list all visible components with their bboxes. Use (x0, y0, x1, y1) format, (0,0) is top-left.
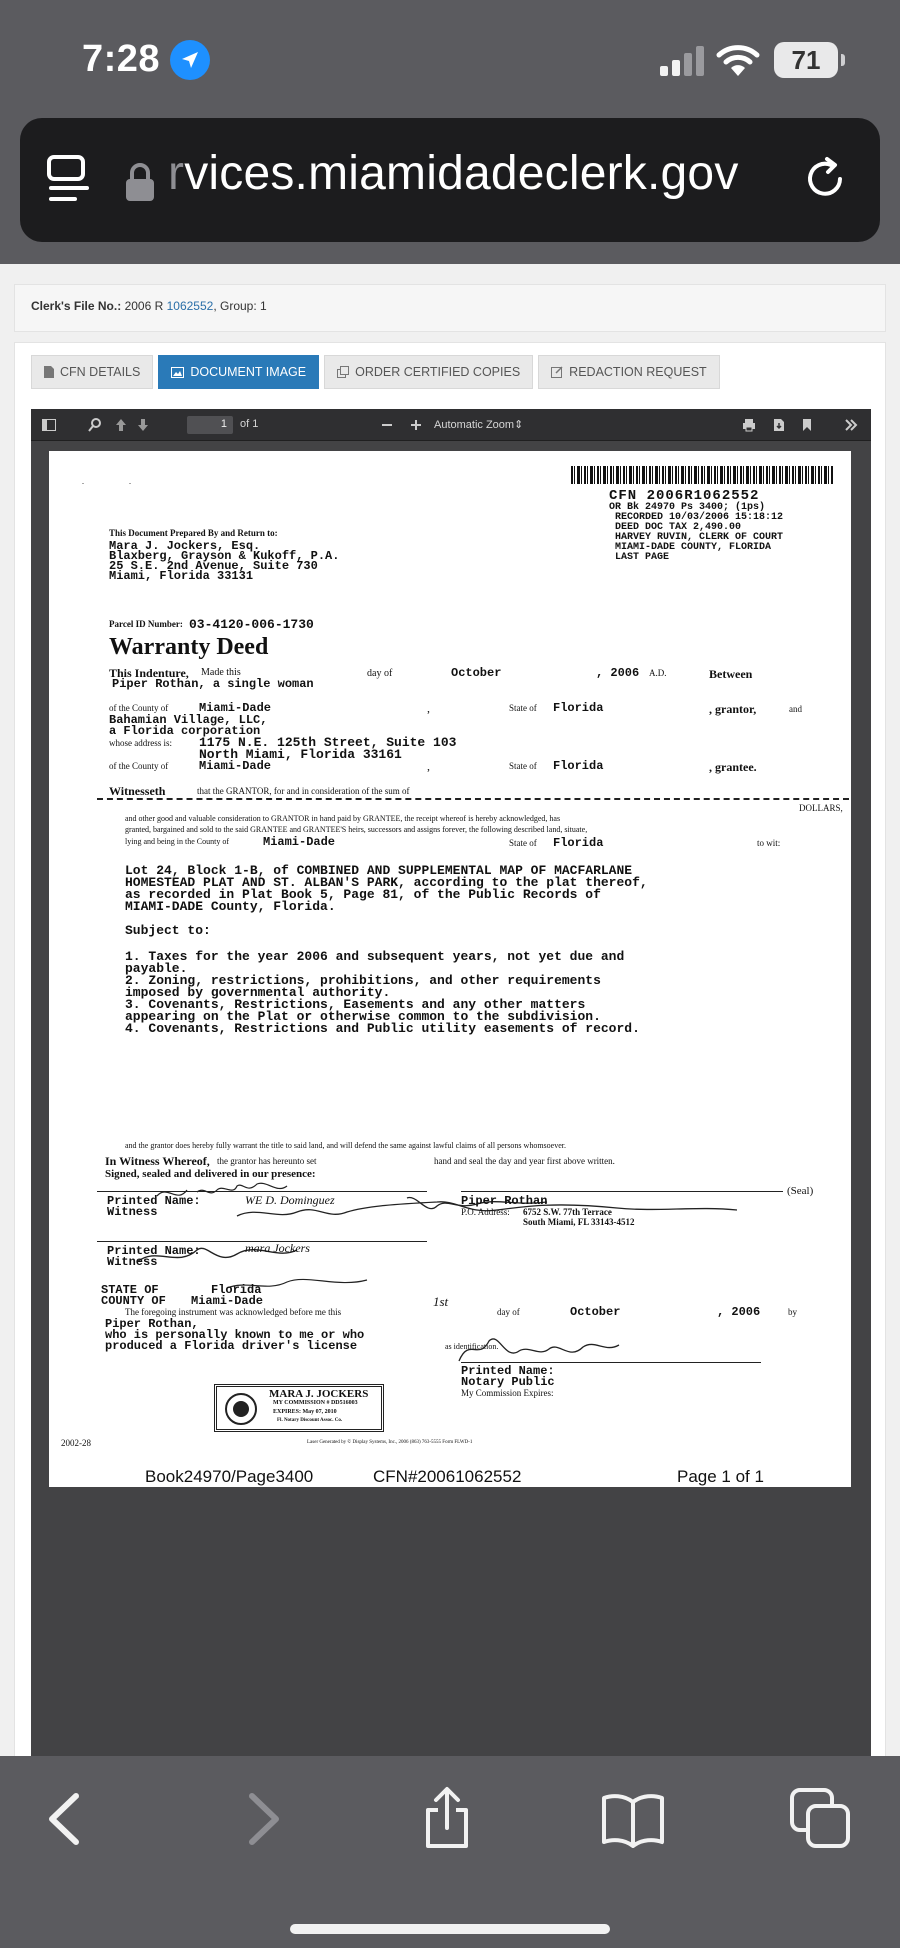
witnesseth-text: that the GRANTOR, for and in consideration of the sum of (197, 786, 410, 796)
state-of-label: State of (509, 838, 537, 848)
footer-page-of: Page 1 of 1 (677, 1467, 764, 1486)
warranty-clause: and the grantor does hereby fully warrant the title to said land, and will defend the same against lawful claims of all persons whomsoever. (125, 1141, 566, 1150)
land-state: Florida (553, 836, 604, 850)
grantee-label: , grantee. (709, 760, 757, 774)
copy-icon (337, 366, 349, 378)
notary-public-label: Notary Public (461, 1375, 555, 1389)
produced-text: produced a Florida driver's license (105, 1339, 358, 1353)
footer-book-page: Book24970/Page3400 (145, 1467, 314, 1486)
notary-seal-icon (221, 1391, 261, 1427)
witness-label: Witness (107, 1255, 158, 1269)
reload-icon[interactable] (800, 154, 850, 204)
grantee-county: Miami-Dade (199, 759, 272, 773)
status-bar (0, 0, 900, 112)
acknowledgment-text: The foregoing instrument was acknowledged before me this (125, 1307, 342, 1317)
prepared-by-line: Mara J. Jockers, Esq. (109, 539, 261, 553)
by-label: by (788, 1307, 797, 1317)
print-icon[interactable] (741, 417, 757, 433)
state-value: Florida (211, 1283, 262, 1297)
witnesseth-label: Witnesseth (109, 784, 166, 798)
grantee-address: North Miami, Florida 33161 (199, 747, 402, 762)
url-text[interactable] (168, 146, 739, 201)
form-number: 2002-28 (61, 1438, 91, 1448)
previous-page-icon[interactable] (113, 417, 129, 433)
page-count: of 1 (240, 418, 259, 430)
bookmark-icon[interactable] (799, 417, 815, 433)
sidebar-toggle-icon[interactable] (41, 417, 57, 433)
download-icon[interactable] (771, 417, 787, 433)
in-witness-text: the grantor has hereunto set (217, 1156, 317, 1166)
witness-signature-line (97, 1191, 427, 1192)
grantor-name: Piper Rothan, a single woman (112, 677, 314, 691)
exception-item: 2. Zoning, restrictions, prohibitions, and other requirements (125, 973, 601, 988)
tab-label: REDACTION REQUEST (569, 365, 707, 379)
grantee-name: Bahamian Village, LLC, (109, 713, 268, 727)
witness-label: Witness (107, 1205, 158, 1219)
document-icon (44, 366, 54, 378)
location-arrow-icon (170, 40, 210, 80)
reader-menu-icon[interactable] (46, 154, 92, 206)
made-this: Made this (201, 667, 241, 678)
tab-label: ORDER CERTIFIED COPIES (355, 365, 521, 379)
page-number-input[interactable]: 1 (187, 416, 233, 434)
grantor-signature-line (461, 1191, 783, 1192)
url-domain: vices.miamidadeclerk.gov (184, 147, 739, 200)
as-identification: as identification. (445, 1342, 499, 1351)
record-tax: DEED DOC TAX 2,490.00 (615, 522, 742, 533)
exception-item: 1. Taxes for the year 2006 and subsequent years, not yet due and (125, 949, 625, 964)
ack-day-of: day of (497, 1307, 520, 1317)
legal-description: as recorded in Plat Book 5, Page 81, of the Public Records of (125, 887, 601, 902)
prepared-by-line: Miami, Florida 33131 (109, 569, 254, 583)
grantor-state: Florida (553, 701, 604, 715)
zoom-select[interactable] (434, 418, 523, 431)
seal-label: (Seal) (787, 1185, 814, 1197)
county-label: COUNTY OF (101, 1294, 166, 1308)
prepared-by-line: 25 S.E. 2nd Avenue, Suite 730 (109, 559, 318, 573)
more-tools-icon[interactable] (843, 417, 859, 433)
amount-dashes (97, 798, 849, 800)
to-wit-label: to wit: (757, 838, 781, 848)
stamp-line: EXPIRES: May 07, 2010 (273, 1409, 337, 1415)
record-county: MIAMI-DADE COUNTY, FLORIDA (615, 542, 772, 553)
known-text: who is personally known to me or who (105, 1328, 365, 1342)
po-address: South Miami, FL 33143-4512 (523, 1217, 635, 1227)
pdf-toolbar (31, 409, 871, 441)
anno-domini: A.D. (649, 668, 667, 678)
subject-to-label: Subject to: (125, 923, 211, 938)
tab-label: DOCUMENT IMAGE (190, 365, 307, 379)
exception-item: payable. (125, 961, 188, 976)
barcode (571, 466, 833, 484)
in-witness-text: hand and seal the day and year first above written. (434, 1156, 615, 1166)
search-icon[interactable] (87, 417, 103, 433)
grantee-type: a Florida corporation (109, 724, 261, 738)
ack-day: 1st (433, 1294, 449, 1309)
laser-generated-note: Laser Generated by © Display Systems, Inc., 2006 (863) 763-5555 Form FLWD-1 (307, 1440, 473, 1445)
stamp-line: Fl. Notary Discount Assoc. Co. (277, 1418, 343, 1423)
exception-item: appearing on the Plat or otherwise common to the subdivision. (125, 1009, 601, 1024)
select-arrows-icon: ⇕ (514, 419, 524, 431)
lock-icon (124, 162, 156, 202)
between-label: Between (709, 667, 753, 681)
deed-month: October (451, 666, 502, 680)
record-book: OR Bk 24970 Ps 3400; (1ps) (609, 502, 766, 513)
tab-document-image[interactable] (158, 355, 319, 389)
share-icon[interactable] (414, 1786, 480, 1852)
wifi-icon (716, 42, 760, 78)
legal-description: MIAMI-DADE County, Florida. (125, 899, 336, 914)
po-address-label: P.O. Address: (461, 1207, 510, 1217)
ack-month: October (570, 1305, 621, 1319)
notary-printed-name-label: Printed Name: (461, 1364, 555, 1378)
stamp-line: MARA J. JOCKERS (269, 1388, 369, 1400)
indenture-label: This Indenture, (109, 666, 189, 680)
handwritten-signatures (97, 1176, 817, 1296)
tab-cfn-details[interactable] (31, 355, 153, 389)
file-prefix: 2006 R (124, 299, 164, 313)
prepared-by-line: Blaxberg, Grayson & Kukoff, P.A. (109, 549, 340, 563)
zoom-in-icon[interactable] (408, 417, 424, 433)
tab-label: CFN DETAILS (60, 365, 141, 379)
record-last-page: LAST PAGE (615, 552, 670, 563)
notary-signature-line (461, 1362, 761, 1363)
status-time: 7:28 (82, 38, 161, 80)
forward-icon[interactable] (228, 1786, 294, 1852)
parcel-number: 03-4120-006-1730 (189, 617, 314, 632)
zoom-out-icon[interactable] (379, 417, 395, 433)
grantee-address: 1175 N.E. 125th Street, Suite 103 (199, 735, 457, 750)
home-indicator (290, 1924, 610, 1934)
deed-document-page: . . CFN 2006R1062552 OR Bk 24970 Ps 3400; (1ps) RECORDED 10/03/2006 15:18:12 DEED DOC TAX 2,490.00 HARVEY RUVIN, CLERK OF COURT MIAMI-DADE COUNTY, FLORIDA LAST PAGE This Document Prepared By and Return to: Mara J. Jockers, Esq. Blaxberg, Grayson & Kukoff, P.A. 25 S.E. 2nd Avenue, Suite 730 Miami, Florida 33131 Parcel ID Number: 03-4120-006-1730 Warranty Deed This Indenture, Made this day of October , 2006 A.D. Between Piper Rothan, a single woman of the County of Miami-Dade , State of Florida , grantor, and Bahamian Village, LLC, a Florida corporation whose address is: 1175 N.E. 125th Street, Suite 103 North Miami, Florida 33161 of the County of Miami-Dade , State of Florida , grantee. Witnesseth that the GRANTOR, for and in consideration of the sum of DOLLARS, and other good and valuable consideration to GRANTOR in hand paid by GRANTEE, the receipt whereof is hereby acknowledged, has granted, bargained and sold to the said GRANTEE and GRANTEE'S heirs, successors and assigns forever, the following described land, situate, lying and being in the County of Miami-Dade State of Florida to wit: Lot 24, Block 1-B, of COMBINED AND SUPPLEMENTAL MAP OF MACFARLANE HOMESTEAD PLAT AND ST. ALBAN'S PARK, according to the plat thereof, as recorded in Plat Book 5, Page 81, of the Public Records of MIAMI-DADE County, Florida. Subject to: 1. Taxes for the year 2006 and subsequent years, not yet due and payable. 2. Zoning, restrictions, prohibitions, and other requirements imposed by governmental authority. 3. Covenants, Restrictions, Easements and any other matters appearing on the Plat or otherwise common to the subdivision. 4. Covenants, Restrictions and Public utility easements of record. and the grantor does hereby fully warrant the title to said land, and will defend the same against lawful claims of all persons whomsoever. In Witness Whereof, the grantor has hereunto set hand and seal the day and year first above written. Signed, sealed and delivered in our presence: (Seal) Printed Name: WE D. Dominguez Witness Piper Rothan P.O. Address: 6752 S.W. 77th Terrace South Miami, FL 33143-4512 Printed Name: mara Jockers Witness STATE OF Florida COUNTY OF Miami-Dade The foregoing instrument was acknowledged before me this 1st day of October , 2006 by Piper Rothan, who is personally known to me or who produced a Florida driver's license as identification. Printed Name: Notary Public My Commission Expires: MARA J. JOCKERS MY COMMISSION # DD516003 EXPIRES: May 07, 2010 Fl. Notary Discount Assoc. Co. 2002-28 Laser Generated by © Display Systems, Inc., 2006 (863) 763-5555 Form FLWD-1 Book24970/Page3400 CFN#20061062552 Page 1 of 1 (49, 451, 851, 1487)
ack-year: , 2006 (717, 1305, 761, 1319)
grantor-printed-name: Piper Rothan (461, 1194, 548, 1208)
consideration-line: lying and being in the County of (125, 837, 229, 846)
day-of: day of (367, 668, 393, 679)
prepared-by-label: This Document Prepared By and Return to: (109, 528, 278, 538)
stamp-line: MY COMMISSION # DD516003 (273, 1400, 358, 1406)
record-date: RECORDED 10/03/2006 15:18:12 (615, 512, 784, 523)
grantor-county: Miami-Dade (199, 701, 272, 715)
witness-handwritten-name: mara Jockers (245, 1241, 310, 1255)
deed-title: Warranty Deed (109, 634, 269, 660)
back-icon[interactable] (34, 1786, 100, 1852)
consideration-line: granted, bargained and sold to the said GRANTEE and GRANTEE'S heirs, successors and assigns forever, the following described land, situate, (125, 825, 588, 834)
file-group: , Group: 1 (213, 299, 267, 313)
edit-icon (551, 366, 563, 378)
deed-year: , 2006 (596, 666, 640, 680)
legal-description: HOMESTEAD PLAT AND ST. ALBAN'S PARK, according to the plat thereof, (125, 875, 648, 890)
printed-name-label: Printed Name: (107, 1194, 201, 1208)
tabs-icon[interactable] (788, 1786, 854, 1852)
tab-order-certified-copies[interactable] (324, 355, 533, 389)
consideration-line: and other good and valuable consideration to GRANTOR in hand paid by GRANTEE, the receipt whereof is hereby acknowledged, has (125, 814, 561, 823)
county-of-label: of the County of (109, 703, 169, 713)
commission-expires: My Commission Expires: (461, 1388, 554, 1398)
tab-bar (31, 355, 720, 389)
state-label: STATE OF (101, 1283, 159, 1297)
county-value: Miami-Dade (191, 1294, 264, 1308)
po-address: 6752 S.W. 77th Terrace (523, 1207, 612, 1217)
url-faded-prefix: r (168, 147, 185, 200)
file-label: Clerk's File No.: (31, 299, 122, 313)
next-page-icon[interactable] (135, 417, 151, 433)
zoom-value: Automatic Zoom (434, 419, 515, 431)
state-of-label: State of (509, 703, 537, 713)
notary-stamp (214, 1384, 384, 1432)
legal-description: Lot 24, Block 1-B, of COMBINED AND SUPPLEMENTAL MAP OF MACFARLANE (125, 863, 633, 878)
and-label: and (789, 704, 802, 714)
pdf-viewer (31, 409, 871, 1763)
exception-item: 4. Covenants, Restrictions and Public utility easements of record. (125, 1021, 640, 1036)
web-page (0, 264, 900, 1756)
exception-item: imposed by governmental authority. (125, 985, 391, 1000)
ack-name: Piper Rothan, (105, 1317, 199, 1331)
land-county: Miami-Dade (263, 835, 336, 849)
state-of-label: State of (509, 761, 537, 771)
cellular-signal-icon (658, 46, 706, 76)
parcel-label: Parcel ID Number: (109, 619, 183, 629)
tab-redaction-request[interactable] (538, 355, 720, 389)
bookmarks-icon[interactable] (600, 1786, 666, 1852)
record-clerk: HARVEY RUVIN, CLERK OF COURT (615, 532, 784, 543)
printed-name-label: Printed Name: (107, 1244, 201, 1258)
record-cfn: CFN 2006R1062552 (609, 488, 760, 504)
signed-sealed-label: Signed, sealed and delivered in our presence: (105, 1168, 316, 1180)
exception-item: 3. Covenants, Restrictions, Easements and any other matters (125, 997, 586, 1012)
footer-cfn: CFN#20061062552 (373, 1467, 522, 1486)
browser-bottom-toolbar (0, 1756, 900, 1948)
file-number-bar (14, 284, 886, 332)
dollars-label: DOLLARS, (799, 803, 843, 813)
grantor-label: , grantor, (709, 702, 757, 716)
county-of-label: of the County of (109, 761, 169, 771)
battery-indicator: 71 (774, 42, 838, 78)
document-panel (14, 342, 886, 1762)
file-number-link[interactable]: 1062552 (166, 299, 214, 313)
browser-address-bar[interactable] (20, 118, 880, 242)
in-witness-label: In Witness Whereof, (105, 1154, 210, 1168)
grantee-state: Florida (553, 759, 604, 773)
whose-address-label: whose address is: (109, 738, 172, 748)
image-icon (171, 367, 184, 378)
witness-handwritten-name: WE D. Dominguez (245, 1193, 335, 1207)
